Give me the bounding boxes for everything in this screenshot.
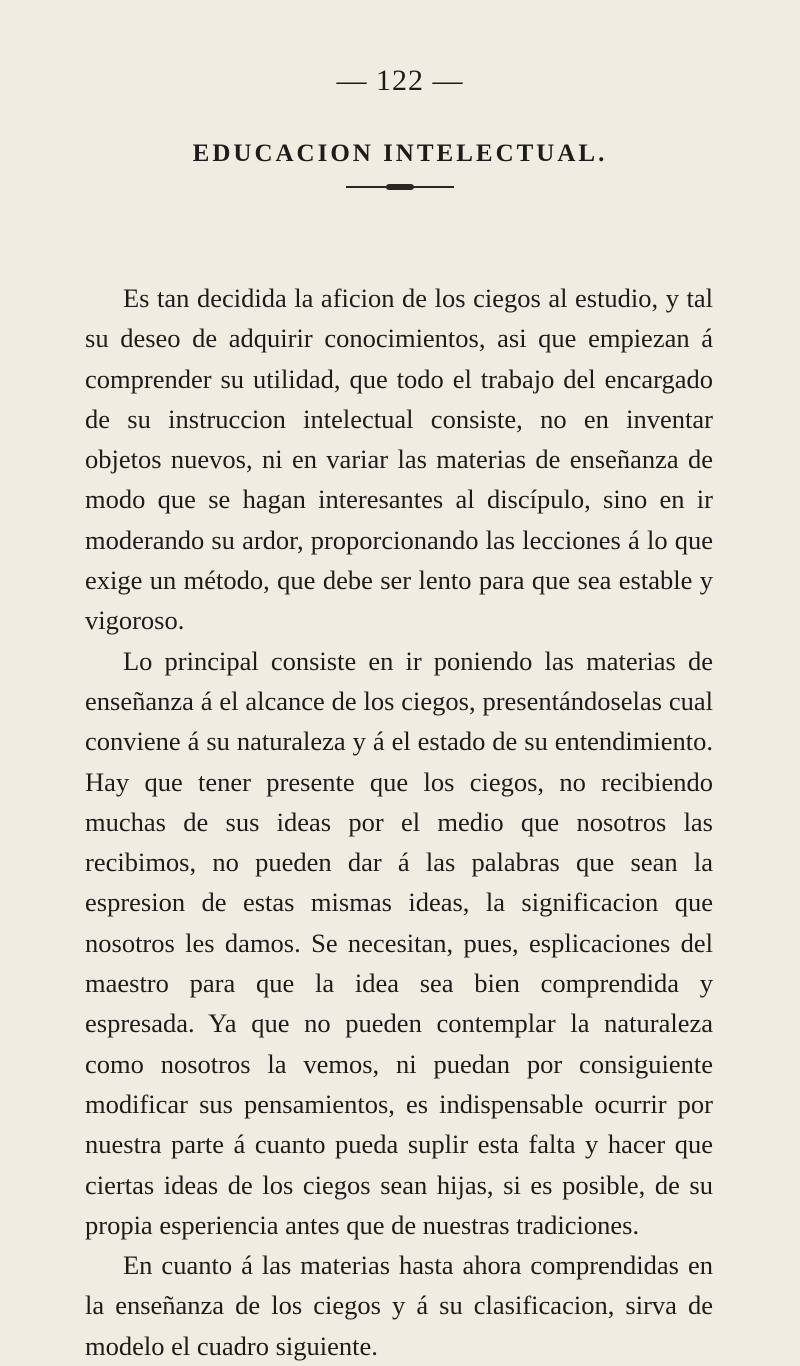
paragraph-2: Lo principal consiste en ir poniendo las materias de enseñanza á el alcance de los ciegos, presentándoselas cual conviene á su naturaleza y á el estado de su entendimiento. Hay que tener presente que los ciegos, no recibiendo muchas de sus ideas por el medio que nosotros las recibimos, no pueden dar á las palabras que sean la espresion de estas mismas ideas, la significacion que nosotros les damos. Se necesitan, pues, esplicaciones del maestro para que la idea sea bien comprendida y espresada. Ya que no pueden contemplar la naturaleza como nosotros la vemos, ni puedan por consiguiente modificar sus pensamientos, es indispensable ocurrir por nuestra parte á cuanto pueda suplir esta falta y hacer que ciertas ideas de los ciegos sean hijas, si es posible, de su propia esperiencia antes que de nuestras tradiciones. — [85, 645, 713, 1240]
ornament-center — [386, 184, 414, 190]
page-number: — 122 — — [336, 64, 464, 97]
ornament-divider — [346, 184, 454, 190]
paragraph-3: En cuanto á las materias hasta ahora comprendidas en la enseñanza de los ciegos y á su clasificacion, sirva de modelo el cuadro siguiente. — [85, 1250, 713, 1361]
paragraph-1: Es tan decidida la aficion de los ciegos al estudio, y tal su deseo de adquirir conocimientos, asi que empiezan á comprender su utilidad, que todo el trabajo del encargado de su instruccion intelectual consiste, no en inventar objetos nuevos, ni en variar las materias de enseñanza de modo que se hagan interesantes al discípulo, sino en ir moderando su ardor, proporcionando las lecciones á lo que exige un método, que debe ser lento para que sea estable y vigoroso. — [85, 283, 713, 636]
body-text — [85, 278, 713, 1366]
section-heading: EDUCACION INTELECTUAL. — [192, 140, 608, 167]
